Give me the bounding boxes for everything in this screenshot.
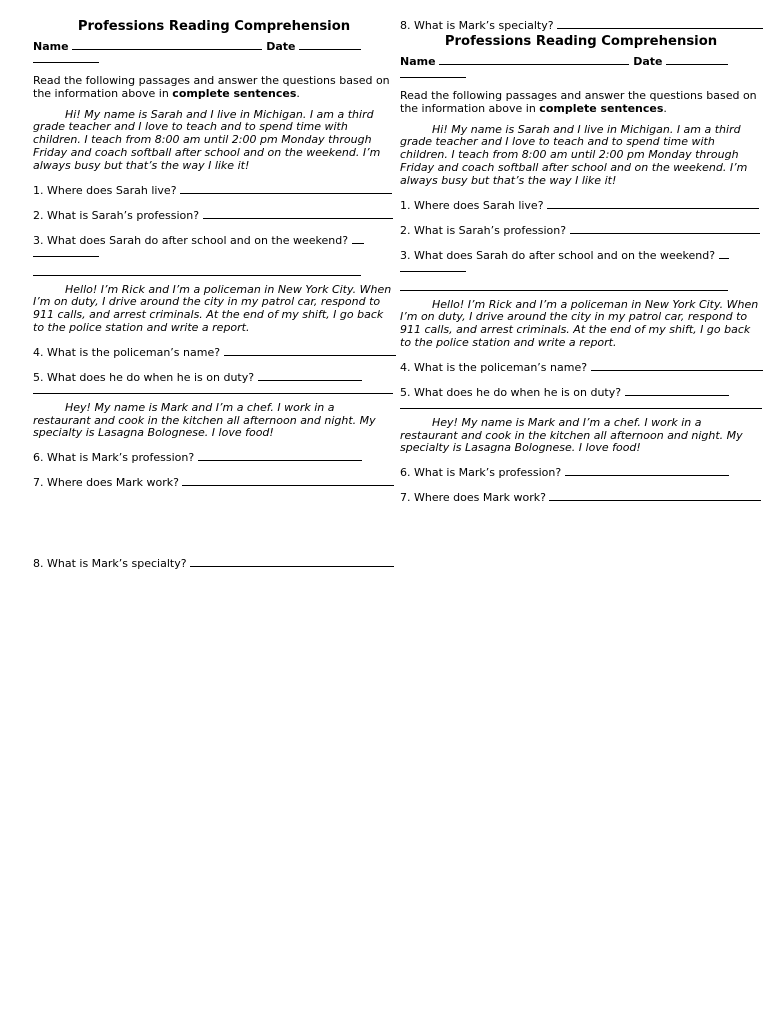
question-8 (33, 556, 395, 571)
page-title: Professions Reading Comprehension (77, 19, 351, 34)
answer-3-b-continuation[interactable] (400, 263, 466, 272)
question-7 (33, 475, 395, 490)
passage-rick (33, 284, 395, 335)
question-7-text: 7. Where does Mark work? (33, 476, 179, 490)
answer-5-field[interactable] (258, 370, 362, 381)
question-5-b-text: 5. What does he do when he is on duty? (400, 385, 622, 399)
answer-7-field[interactable] (182, 475, 394, 486)
question-1-b (400, 198, 762, 213)
question-8-top (400, 18, 762, 33)
question-7-b-text: 7. Where does Mark work? (400, 491, 546, 505)
instructions-emphasis-2: complete sentences (539, 101, 664, 115)
passage-rick-text-2: Hello! I’m Rick and I’m a policeman in New York City. When I’m on duty, I drive around the city in my patrol car, respond to 911 calls, and arrest criminals. At the end of my shift, I go back to the police station and write a report. (400, 297, 759, 349)
question-1-text: 1. Where does Sarah live? (33, 183, 177, 197)
passage-mark-text-2: Hey! My name is Mark and I’m a chef. I work in a restaurant and cook in the kitchen all afternoon and night. My specialty is Lasagna Bolognese. I love food! (400, 415, 743, 455)
page-title-2: Professions Reading Comprehension (444, 34, 718, 49)
question-4 (33, 345, 395, 360)
date-label: Date (266, 40, 296, 53)
question-5 (33, 370, 395, 385)
passage-mark-text: Hey! My name is Mark and I’m a chef. I work in a restaurant and cook in the kitchen all afternoon and night. My specialty is Lasagna Bolognese. I love food! (33, 400, 376, 440)
passage-sarah (33, 109, 395, 173)
date-field-continuation-2 (400, 69, 466, 78)
instructions-2 (400, 90, 762, 116)
passage-sarah-2 (400, 124, 762, 188)
answer-6-b-field[interactable] (565, 465, 729, 476)
instructions (33, 75, 395, 101)
question-8-text: 8. What is Mark’s specialty? (33, 557, 187, 571)
answer-1-field[interactable] (180, 183, 392, 194)
question-3-b-text: 3. What does Sarah do after school and on the weekend? (400, 248, 716, 262)
answer-7-b-field[interactable] (549, 490, 761, 501)
question-4-text: 4. What is the policeman’s name? (33, 345, 221, 359)
answer-3-b-line-2[interactable] (400, 282, 728, 291)
name-label: Name (33, 40, 69, 53)
question-4-b (400, 360, 762, 375)
instructions-emphasis: complete sentences (172, 86, 297, 100)
question-1 (33, 183, 395, 198)
passage-sarah-text: Hi! My name is Sarah and I live in Michigan. I am a third grade teacher and I love to teach and to spend time with children. I teach from 8:00 am until 2:00 pm Monday through Friday and coach softball after school and on the weekend. I’m always busy but that’s the way I like it! (33, 107, 381, 172)
answer-3-field[interactable] (352, 233, 364, 244)
question-8-top-text: 8. What is Mark’s specialty? (400, 19, 554, 32)
passage-mark-2 (400, 417, 762, 455)
answer-8-top-field[interactable] (557, 18, 763, 29)
question-6-text: 6. What is Mark’s profession? (33, 451, 195, 465)
answer-4-b-field[interactable] (591, 360, 763, 371)
question-2 (33, 208, 395, 223)
question-2-b-text: 2. What is Sarah’s profession? (400, 223, 567, 237)
answer-5-b-field[interactable] (625, 385, 729, 396)
answer-6-field[interactable] (198, 450, 362, 461)
answer-3-b-field[interactable] (719, 248, 729, 259)
question-5-b (400, 385, 762, 400)
question-4-b-text: 4. What is the policeman’s name? (400, 360, 588, 374)
answer-8-field[interactable] (190, 556, 394, 567)
name-label-2: Name (400, 55, 436, 68)
instructions-end-2: . (663, 101, 667, 115)
question-3 (33, 233, 395, 248)
question-7-b (400, 490, 762, 505)
date-field-continuation (33, 54, 99, 63)
worksheet-left (33, 18, 395, 571)
answer-3-continuation[interactable] (33, 248, 99, 257)
question-3-b (400, 248, 762, 263)
passage-rick-2 (400, 299, 762, 350)
name-field[interactable] (72, 39, 262, 50)
instructions-text: Read the following passages and answer the questions based on the information above in (33, 74, 390, 100)
answer-4-field[interactable] (224, 345, 396, 356)
answer-5-line-2[interactable] (33, 385, 393, 394)
name-field-2[interactable] (439, 54, 629, 65)
name-date-line-2 (400, 54, 762, 69)
instructions-text-2: Read the following passages and answer the questions based on the information above in (400, 89, 757, 115)
question-3-text: 3. What does Sarah do after school and on the weekend? (33, 233, 349, 247)
date-label-2: Date (633, 55, 663, 68)
question-6 (33, 450, 395, 465)
question-5-text: 5. What does he do when he is on duty? (33, 370, 255, 384)
date-field-2[interactable] (666, 54, 728, 65)
question-6-b-text: 6. What is Mark’s profession? (400, 466, 562, 480)
question-6-b (400, 465, 762, 480)
answer-2-field[interactable] (203, 208, 393, 219)
passage-rick-text: Hello! I’m Rick and I’m a policeman in New York City. When I’m on duty, I drive around the city in my patrol car, respond to 911 calls, and arrest criminals. At the end of my shift, I go back to the police station and write a report. (33, 282, 392, 334)
worksheet-right (400, 18, 762, 505)
name-date-line (33, 39, 395, 54)
question-1-b-text: 1. Where does Sarah live? (400, 198, 544, 212)
instructions-end: . (296, 86, 300, 100)
answer-5-b-line-2[interactable] (400, 400, 762, 409)
question-2-text: 2. What is Sarah’s profession? (33, 208, 200, 222)
answer-2-b-field[interactable] (570, 223, 760, 234)
answer-1-b-field[interactable] (547, 198, 759, 209)
passage-sarah-text-2: Hi! My name is Sarah and I live in Michigan. I am a third grade teacher and I love to teach and to spend time with children. I teach from 8:00 am until 2:00 pm Monday through Friday and coach softball after school and on the weekend. I’m always busy but that’s the way I like it! (400, 122, 748, 187)
answer-3-line-2[interactable] (33, 267, 361, 276)
passage-mark (33, 402, 395, 440)
question-2-b (400, 223, 762, 238)
date-field[interactable] (299, 39, 361, 50)
